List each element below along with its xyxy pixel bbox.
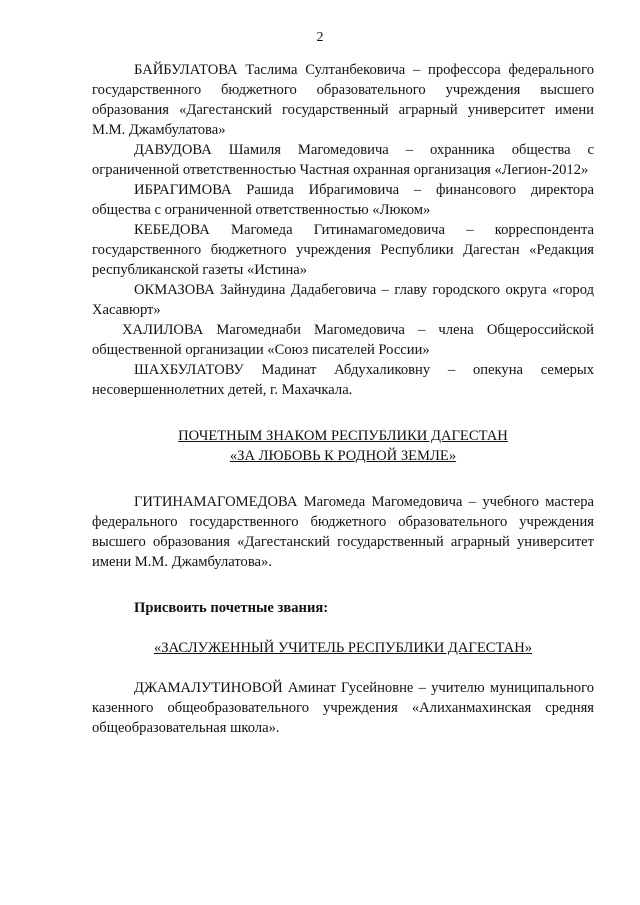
- entry-ibragimov: ИБРАГИМОВА Рашида Ибрагимовича – финансового директора общества с ограниченной ответственностью «Люком»: [92, 182, 594, 218]
- award-heading-line1: ПОЧЕТНЫМ ЗНАКОМ РЕСПУБЛИКИ ДАГЕСТАН: [178, 428, 508, 444]
- entry-baibulatov: БАЙБУЛАТОВА Таслима Султанбековича – профессора федерального государственного бюджетного образовательного учреждения высшего образования «Дагестанский государственный аграрный университет имени М.М. Джамбулатова»: [92, 62, 594, 138]
- entry-okmazov: ОКМАЗОВА Зайнудина Дадабеговича – главу городского округа «город Хасавюрт»: [92, 282, 594, 318]
- entry-shakhbulatova: ШАХБУЛАТОВУ Мадинат Абдухаликовну – опекуна семерых несовершеннолетних детей, г. Махачкала.: [92, 362, 594, 398]
- page-number: 2: [316, 30, 324, 45]
- entry-khalilov: ХАЛИЛОВА Магомеднаби Магомедовича – члена Общероссийской общественной организации «Союз писателей России»: [92, 322, 594, 358]
- entry-dzhamalutinova: ДЖАМАЛУТИНОВОЙ Аминат Гусейновне – учителю муниципального казенного общеобразовательного учреждения «Алиханмахинская средняя общеобразовательная школа».: [92, 680, 594, 736]
- entry-kebedov: КЕБЕДОВА Магомеда Гитинамагомедовича – корреспондента государственного бюджетного учреждения Республики Дагестан «Редакция республиканской газеты «Истина»: [92, 222, 594, 278]
- entry-davudov: ДАВУДОВА Шамиля Магомедовича – охранника общества с ограниченной ответственностью Частная охранная организация «Легион-2012»: [92, 142, 594, 178]
- document-body: [92, 60, 594, 738]
- entry-gitinamagomedov: ГИТИНАМАГОМЕДОВА Магомеда Магомедовича – учебного мастера федерального государственного бюджетного образовательного учреждения высшего образования «Дагестанский государственный аграрный университет имени М.М. Джамбулатова».: [92, 494, 594, 570]
- title-heading: «ЗАСЛУЖЕННЫЙ УЧИТЕЛЬ РЕСПУБЛИКИ ДАГЕСТАН»: [153, 640, 533, 656]
- assign-titles-heading: Присвоить почетные звания:: [134, 600, 329, 616]
- award-heading-line2: «ЗА ЛЮБОВЬ К РОДНОЙ ЗЕМЛЕ»: [229, 448, 457, 464]
